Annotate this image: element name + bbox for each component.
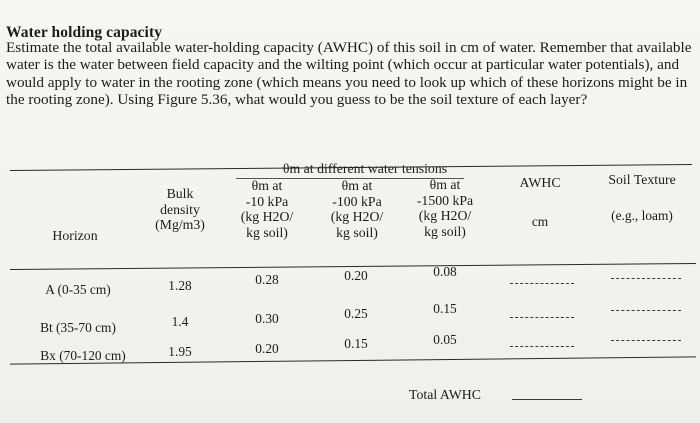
total-awhc-blank[interactable] (512, 399, 582, 400)
header-1500kpa-line1: θm at (429, 177, 461, 192)
row-bx-awhc-blank[interactable] (510, 346, 574, 347)
row-a-t1500: 0.08 (433, 264, 457, 279)
header-10kpa-line2: -10 kPa (245, 193, 289, 209)
header-1500kpa-line4: kg soil) (424, 223, 466, 239)
header-texture-example: (e.g., loam) (611, 208, 673, 223)
row-bt-t100: 0.25 (344, 306, 368, 321)
row-a-horizon: A (0-35 cm) (45, 282, 111, 297)
row-bx-t1500: 0.05 (433, 332, 457, 347)
header-bulk-line1: Bulk (166, 186, 194, 201)
row-a-t10: 0.28 (255, 272, 279, 287)
header-100kpa (309, 178, 405, 240)
header-texture: Soil Texture (608, 172, 676, 187)
header-10kpa-line3: (kg H2O/ (240, 209, 294, 225)
header-10kpa (222, 178, 312, 240)
header-1500kpa-line2: -1500 kPa (416, 192, 474, 208)
row-bt-texture-blank[interactable] (611, 310, 681, 311)
header-1500kpa (397, 177, 493, 239)
group-header: θm at different water tensions (282, 161, 448, 176)
row-bx-bulk: 1.95 (168, 344, 192, 359)
header-bulk-line2: density (160, 201, 200, 217)
header-100kpa-line4: kg soil) (336, 224, 378, 240)
header-10kpa-line4: kg soil) (246, 224, 288, 240)
row-bx-t100: 0.15 (344, 336, 368, 351)
row-bt-awhc-blank[interactable] (510, 317, 574, 318)
header-100kpa-line3: (kg H2O/ (330, 209, 384, 225)
total-awhc-label: Total AWHC (409, 387, 481, 402)
header-100kpa-line2: -100 kPa (332, 193, 382, 209)
row-bt-t1500: 0.15 (433, 301, 457, 316)
row-a-t100: 0.20 (344, 268, 368, 283)
row-bt-horizon: Bt (35-70 cm) (40, 320, 116, 335)
row-bt-bulk: 1.4 (171, 314, 189, 329)
row-bt-t10: 0.30 (255, 311, 279, 326)
question-prompt: Estimate the total available water-holding capacity (AWHC) of this soil in cm of water. Remember that available water is the water between field capacity and the wilting point (which occur at particular water potentials), and would apply to water in the rooting zone (which means you need to look up which of these horizons might be in the rooting zone). Using Figure 5.36, what would you guess to be the soil texture of each layer? (6, 39, 692, 109)
row-bx-t10: 0.20 (255, 341, 279, 356)
header-awhc: AWHC (519, 175, 561, 190)
row-bx-horizon: Bx (70-120 cm) (40, 348, 126, 363)
header-horizon: Horizon (52, 228, 98, 243)
header-bulk-line3: (Mg/m3) (155, 217, 205, 233)
row-a-bulk: 1.28 (168, 278, 192, 293)
header-100kpa-line1: θm at (341, 178, 373, 193)
header-bulk (135, 186, 225, 233)
row-a-awhc-blank[interactable] (510, 283, 574, 284)
section-title: Water holding capacity (6, 24, 163, 41)
header-1500kpa-line3: (kg H2O/ (418, 208, 472, 224)
row-bx-texture-blank[interactable] (611, 340, 681, 341)
row-a-texture-blank[interactable] (611, 278, 681, 279)
header-awhc-unit: cm (531, 214, 549, 229)
header-10kpa-line1: θm at (251, 178, 283, 193)
